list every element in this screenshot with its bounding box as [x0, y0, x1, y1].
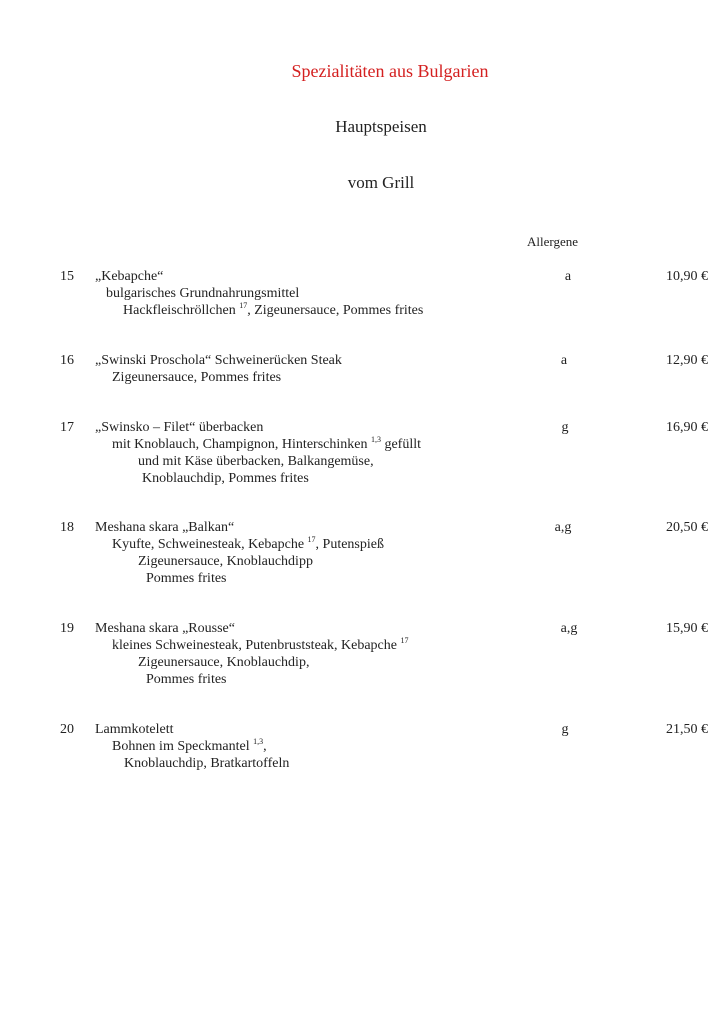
item-description-line [146, 671, 227, 688]
additive-footnote: 17 [400, 636, 409, 645]
item-text: Lammkotelett [95, 722, 174, 737]
additive-footnote: 1,3 [370, 435, 381, 444]
item-description-line [112, 536, 384, 554]
item-text: und mit Käse überbacken, Balkangemüse, [138, 454, 374, 469]
item-description-line [112, 369, 281, 386]
item-description-line [112, 738, 267, 756]
item-text: Knoblauchdip, Bratkartoffeln [124, 756, 290, 771]
item-allergens: a [564, 269, 572, 284]
item-allergens: a,g [560, 621, 578, 636]
item-description-line [138, 453, 374, 470]
item-allergens: g [561, 722, 569, 737]
allergen-column-header: Allergene [527, 234, 579, 249]
item-text: „Swinski Proschola“ Schweinerücken Steak [95, 353, 342, 368]
item-text: , [263, 739, 267, 754]
item-number: 17 [60, 420, 74, 435]
additive-footnote: 1,3 [253, 737, 264, 746]
section-heading: Hauptspeisen [335, 117, 427, 136]
item-name [95, 419, 263, 436]
item-text: Meshana skara „Balkan“ [95, 520, 235, 535]
item-description-line [142, 470, 309, 487]
item-name [95, 519, 234, 536]
item-description-line [123, 302, 423, 320]
item-text: gefüllt [380, 437, 422, 452]
item-text: , Putenspieß [315, 537, 384, 552]
item-name [95, 352, 342, 369]
item-price: 12,90 € [666, 353, 708, 368]
item-text: bulgarisches Grundnahrungsmittel [106, 286, 300, 301]
item-text: , Zigeunersauce, Pommes frites [247, 303, 424, 318]
item-text: mit Knoblauch, Champignon, Hinterschinken [112, 437, 371, 452]
item-text: Zigeunersauce, Knoblauchdipp [138, 554, 313, 569]
item-price: 20,50 € [666, 520, 708, 535]
item-text: kleines Schweinesteak, Putenbruststeak, Kebapche [112, 638, 401, 653]
item-allergens: a,g [554, 520, 572, 535]
item-number: 20 [60, 722, 74, 737]
item-name [95, 620, 235, 637]
item-description-line [146, 570, 227, 587]
item-number: 16 [60, 353, 74, 368]
item-price: 10,90 € [666, 269, 708, 284]
item-allergens: g [561, 420, 569, 435]
item-price: 16,90 € [666, 420, 708, 435]
item-allergens: a [560, 353, 568, 368]
item-description-line [138, 654, 309, 671]
additive-footnote: 17 [307, 535, 316, 544]
item-number: 15 [60, 269, 74, 284]
item-number: 19 [60, 621, 74, 636]
item-text: „Swinsko – Filet“ überbacken [95, 420, 264, 435]
item-text: Meshana skara „Rousse“ [95, 621, 235, 636]
item-name [95, 268, 163, 285]
item-text: Pommes frites [146, 672, 227, 687]
item-number: 18 [60, 520, 74, 535]
item-price: 15,90 € [666, 621, 708, 636]
item-text: Hackfleischröllchen [123, 303, 240, 318]
additive-footnote: 17 [239, 301, 248, 310]
item-text: Bohnen im Speckmantel [112, 739, 254, 754]
item-text: Pommes frites [146, 571, 227, 586]
item-name [95, 721, 174, 738]
item-description-line [124, 755, 289, 772]
item-description-line [112, 436, 421, 454]
item-description-line [106, 285, 299, 302]
item-text: Zigeunersauce, Knoblauchdip, [138, 655, 310, 670]
item-text: „Kebapche“ [95, 269, 164, 284]
item-text: Knoblauchdip, Pommes frites [142, 471, 309, 486]
item-description-line [138, 553, 313, 570]
item-price: 21,50 € [666, 722, 708, 737]
subsection-heading: vom Grill [347, 173, 415, 192]
item-description-line [112, 637, 408, 655]
item-text: Zigeunersauce, Pommes frites [112, 370, 282, 385]
menu-title: Spezialitäten aus Bulgarien [291, 61, 489, 81]
item-text: Kyufte, Schweinesteak, Kebapche [112, 537, 308, 552]
